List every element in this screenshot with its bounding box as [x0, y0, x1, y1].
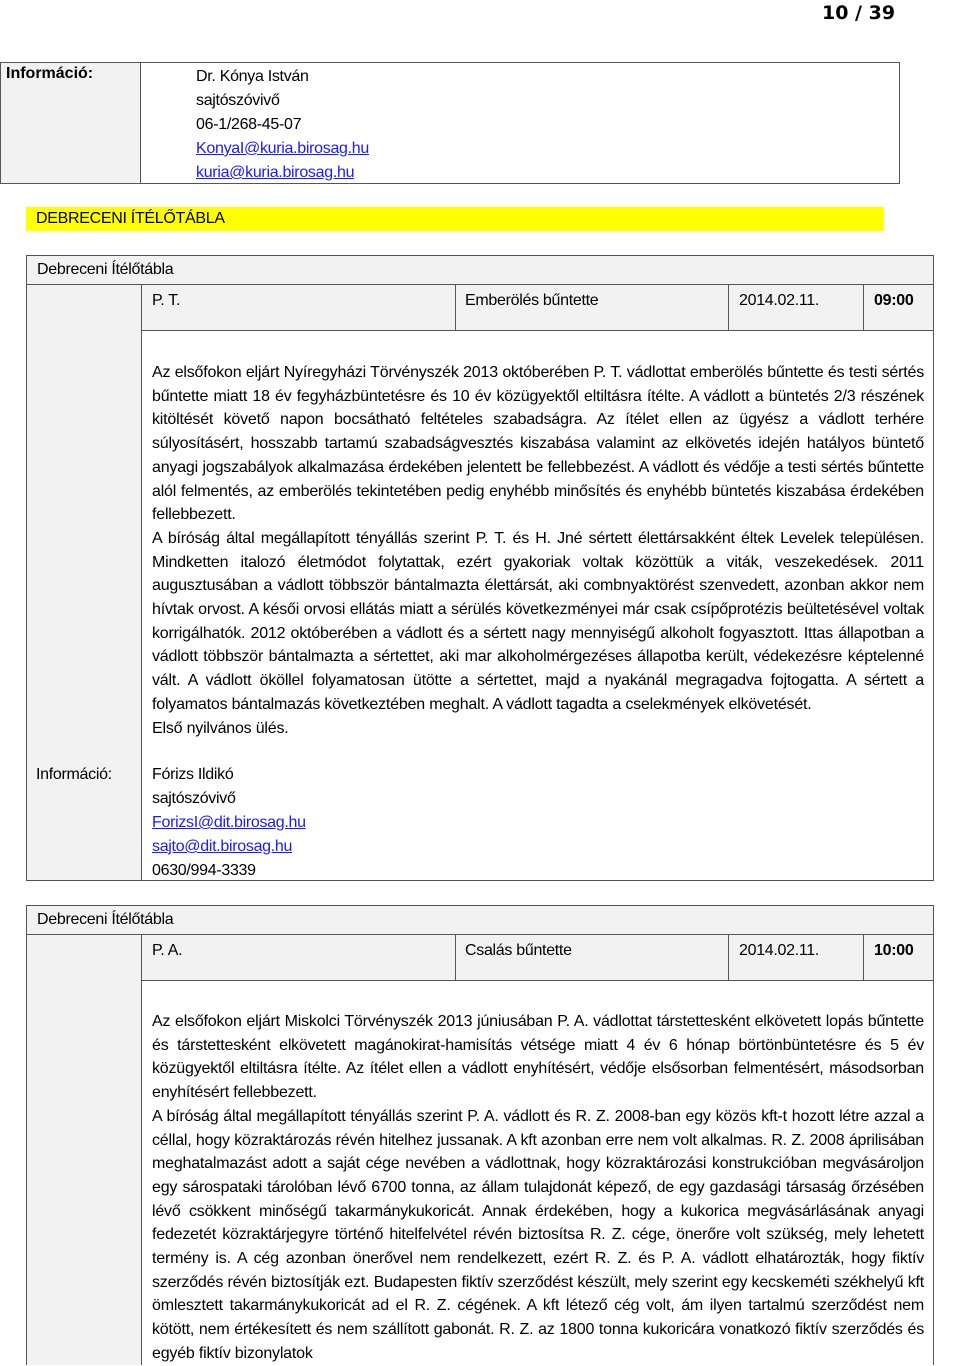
case-header-row	[141, 285, 934, 331]
case-party: P. T.	[152, 292, 181, 309]
case-crime: Emberölés bűntette	[465, 292, 599, 309]
contact-email-link[interactable]: ForizsI@dit.birosag.hu	[152, 814, 306, 831]
info-label: Információ:	[6, 65, 94, 82]
contact-name: Dr. Kónya István	[196, 68, 309, 85]
case-description	[152, 1010, 924, 1366]
case-date: 2014.02.11.	[739, 942, 820, 959]
case-paragraph: Első nyilvános ülés.	[152, 719, 289, 737]
contact-email-link[interactable]: kuria@kuria.birosag.hu	[196, 164, 355, 181]
contact-name: Fórizs Ildikó	[152, 766, 234, 783]
case-info-contact	[152, 763, 306, 883]
contact-email-link[interactable]: sajto@dit.birosag.hu	[152, 838, 293, 855]
info-block-1	[0, 62, 140, 184]
contact-role: sajtószóvivő	[152, 790, 236, 807]
case-time: 09:00	[874, 292, 914, 309]
case-left-column	[26, 935, 142, 1365]
case-party: P. A.	[152, 942, 183, 959]
case-header-row	[141, 935, 934, 981]
case-court: Debreceni Ítélőtábla	[37, 911, 174, 928]
case-left-column	[26, 285, 142, 881]
case-body	[141, 981, 934, 1365]
court-header	[26, 207, 884, 231]
contact-role: sajtószóvivő	[196, 92, 280, 109]
contact-phone: 06-1/268-45-07	[196, 116, 302, 133]
case-court-row	[26, 255, 934, 285]
case-court-row	[26, 905, 934, 935]
case-paragraph: A bíróság által megállapított tényállás szerint P. A. vádlott és R. Z. 2008-ban egy közös kft-t hozott létre azzal a céllal, hogy közraktározás révén hitelhez jussanak. A kft azonban erre nem volt alkalmas. R. Z. 2008 áprilisában meghatalmazást adott a saját cége nevében a vádlottnak, hogy közraktározási konstrukcióban megvásároljon egy sárospataki tárolóban lévő 6700 tonna, az állam tulajdonát képező, de egy gazdasági társaság őrzésében lévő csökkent minőségű takarmánykukoricát. Annak érdekében, hogy a kukorica megvásárlásának anyagi fedezetét közraktárjegyre történő hitelfelvétel révén biztosítsa R. Z. cége, önerőre volt szükség, mely lehetett termény is. A cég azonban önerővel nem rendelkezett, ezért R. Z. és P. A. vádlott elhatározták, hogy fiktív szerződés révén biztosítják ezt. Budapesten fiktív szerződést készült, mely szerint egy kecskeméti székhelyű kft ömlesztett takarmánykukoricát ad el R. Z. cégének. A kft létező cég volt, ám ilyen tartalmú szerződést nem kötött, nem értékesített és nem szállított gabonát. R. Z. az 1800 tonna kukoricára vonatkozó fiktív szerződés és egyéb fiktív bizonylatok	[152, 1107, 924, 1362]
case-paragraph: Az elsőfokon eljárt Nyíregyházi Törvényszék 2013 októberében P. T. vádlottat emberölés bűntette és testi sértés bűntette miatt 18 év fegyházbüntetésre és 10 év közügyektől eltiltásra ítélte. A vádlott a büntetés 2/3 részének kitöltését követő napon bocsátható feltételes szabadságra. Az ítélet ellen az ügyész a vádlott terhére súlyosításért, hosszabb tartamú szabadságvesztés kiszabása valamint az elkövetés idején hatályos büntető anyagi jogszabályok alkalmazása érdekében jelentett be fellebbezést. A vádlott és védője a testi sértés bűntette alól felmentés, az emberölés tekintetében pedig enyhébb minősítés és enyhébb büntetés kiszabása érdekében fellebbezett.	[152, 364, 924, 524]
case-court: Debreceni Ítélőtábla	[37, 261, 174, 278]
case-crime: Csalás bűntette	[465, 942, 572, 959]
contact-phone: 0630/994-3339	[152, 862, 256, 879]
contact-email-link[interactable]: KonyaI@kuria.birosag.hu	[196, 140, 369, 157]
case-paragraph: A bíróság által megállapított tényállás szerint P. T. és H. Jné sértett élettársakként éltek Levelek településen. Mindketten italozó életmódot folytattak, ezért gyakoriak voltak közöttük a viták, veszekedések. 2011 augusztusában a vádlott többször bántalmazta élettársát, aki combnyaktörést szenvedett, azonban akkor nem hívtak orvost. A késői orvosi ellátás miatt a sérülés következményei már csak csípőprotézis beültetésével voltak korrigálhatók. 2012 októberében a vádlott és a sértett nagy mennyiségű alkoholt fogyasztott. Ittas állapotban a vádlott többször bántalmazta a sértettet, aki mar alkoholmérgezéses állapotba került, védekezésre képtelenné vált. A vádlott ököllel folyamatosan ütötte a sértettet, majd a nyakánál megragadva fojtogatta. A sértett a folyamatos bántalmazás következtében meghalt. A vádlott tagadta a cselekmények elkövetését.	[152, 529, 924, 713]
case-date: 2014.02.11.	[739, 292, 820, 309]
page-number: 10 / 39	[822, 2, 896, 24]
court-header-title: DEBRECENI ÍTÉLŐTÁBLA	[36, 210, 225, 227]
case-time: 10:00	[874, 942, 914, 959]
case-description	[152, 361, 924, 740]
case-info-label: Információ:	[36, 766, 112, 783]
case-body	[141, 331, 934, 881]
case-paragraph: Az elsőfokon eljárt Miskolci Törvényszék 2013 júniusában P. A. vádlottat társtettesként elkövetett lopás bűntette és társtettesként elkövetett magánokirat-hamisítás vétsége miatt 4 év 6 hónap börtönbüntetésre és 5 év közügyektől eltiltásra ítélte. Az ítélet ellen a vádlott enyhítésért, védője elsősorban felmentésért, másodsorban enyhítésért fellebbezett.	[152, 1013, 924, 1102]
info-contact-block	[140, 62, 900, 184]
